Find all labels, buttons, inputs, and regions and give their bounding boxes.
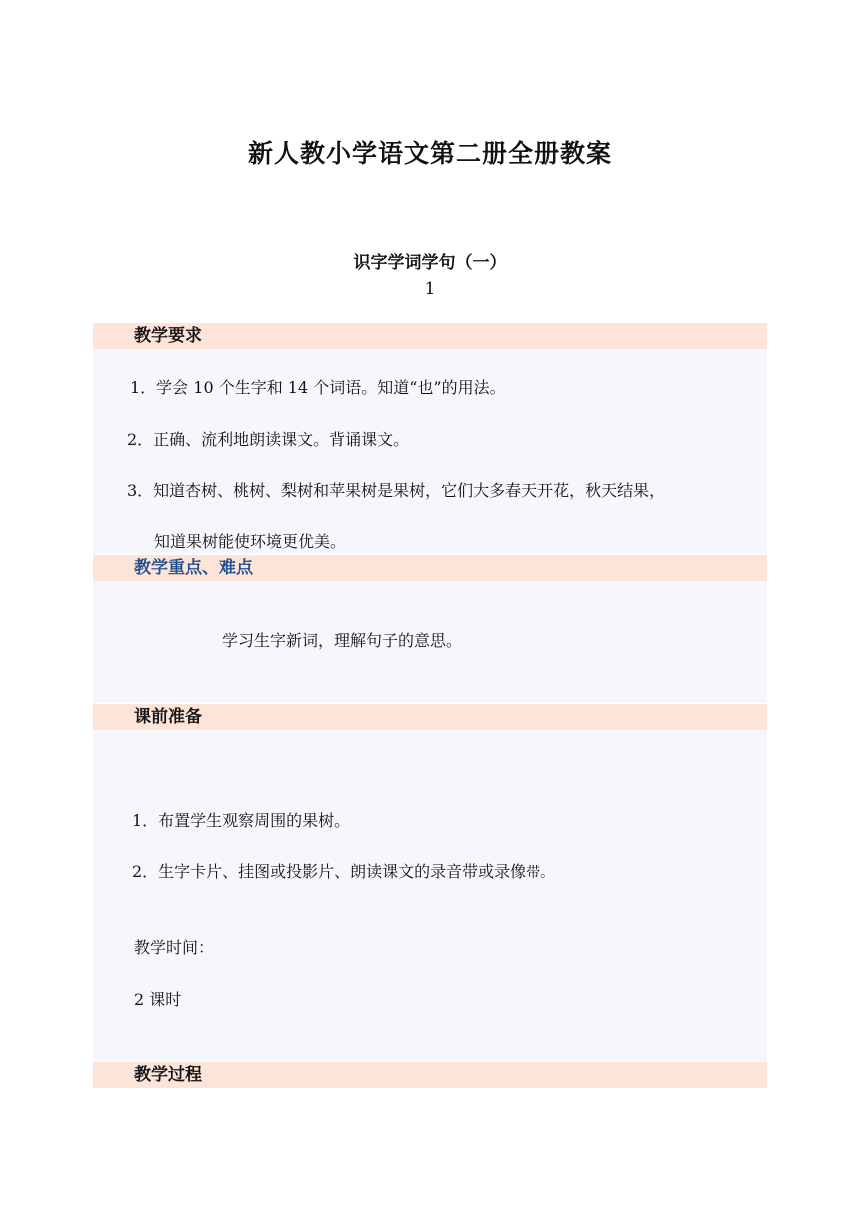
teaching-time-label: 教学时间： <box>134 938 215 957</box>
lesson-number: 1 <box>424 279 436 299</box>
section-header-preparation <box>93 704 767 730</box>
section-body-preparation <box>93 730 767 1062</box>
requirement-item: 3．知道杏树、桃树、梨树和苹果树是果树，它们大多春天开花，秋天结果， <box>127 481 666 500</box>
document-title: 新人教小学语文第二册全册教案 <box>247 139 612 168</box>
key-points-text: 学习生字新词，理解句子的意思。 <box>222 631 463 650</box>
section-header-process <box>93 1062 767 1088</box>
preparation-item: 1．布置学生观察周围的果树。 <box>132 811 351 830</box>
section-header-requirements <box>93 323 767 349</box>
preparation-item-tail: 带。 <box>526 865 555 881</box>
requirement-item: 2．正确、流利地朗读课文。背诵课文。 <box>127 430 410 449</box>
section-label: 教学重点、难点 <box>134 558 253 578</box>
section-body-key-points <box>93 581 767 703</box>
requirement-item: 知道果树能使环境更优美。 <box>154 532 347 551</box>
preparation-item-text: 2．生字卡片、挂图或投影片、朗读课文的录音带或录像 <box>132 862 527 881</box>
lesson-title: 识字学词学句（一） <box>353 253 507 273</box>
section-label: 课前准备 <box>134 707 202 727</box>
section-label: 教学要求 <box>134 326 202 346</box>
requirement-item: 1．学会 10 个生字和 14 个词语。知道“也”的用法。 <box>130 378 506 397</box>
section-body-requirements <box>93 349 767 554</box>
preparation-item <box>132 860 554 885</box>
section-header-key-points <box>93 555 767 581</box>
section-label: 教学过程 <box>134 1065 202 1085</box>
teaching-time-value: 2 课时 <box>134 990 182 1009</box>
